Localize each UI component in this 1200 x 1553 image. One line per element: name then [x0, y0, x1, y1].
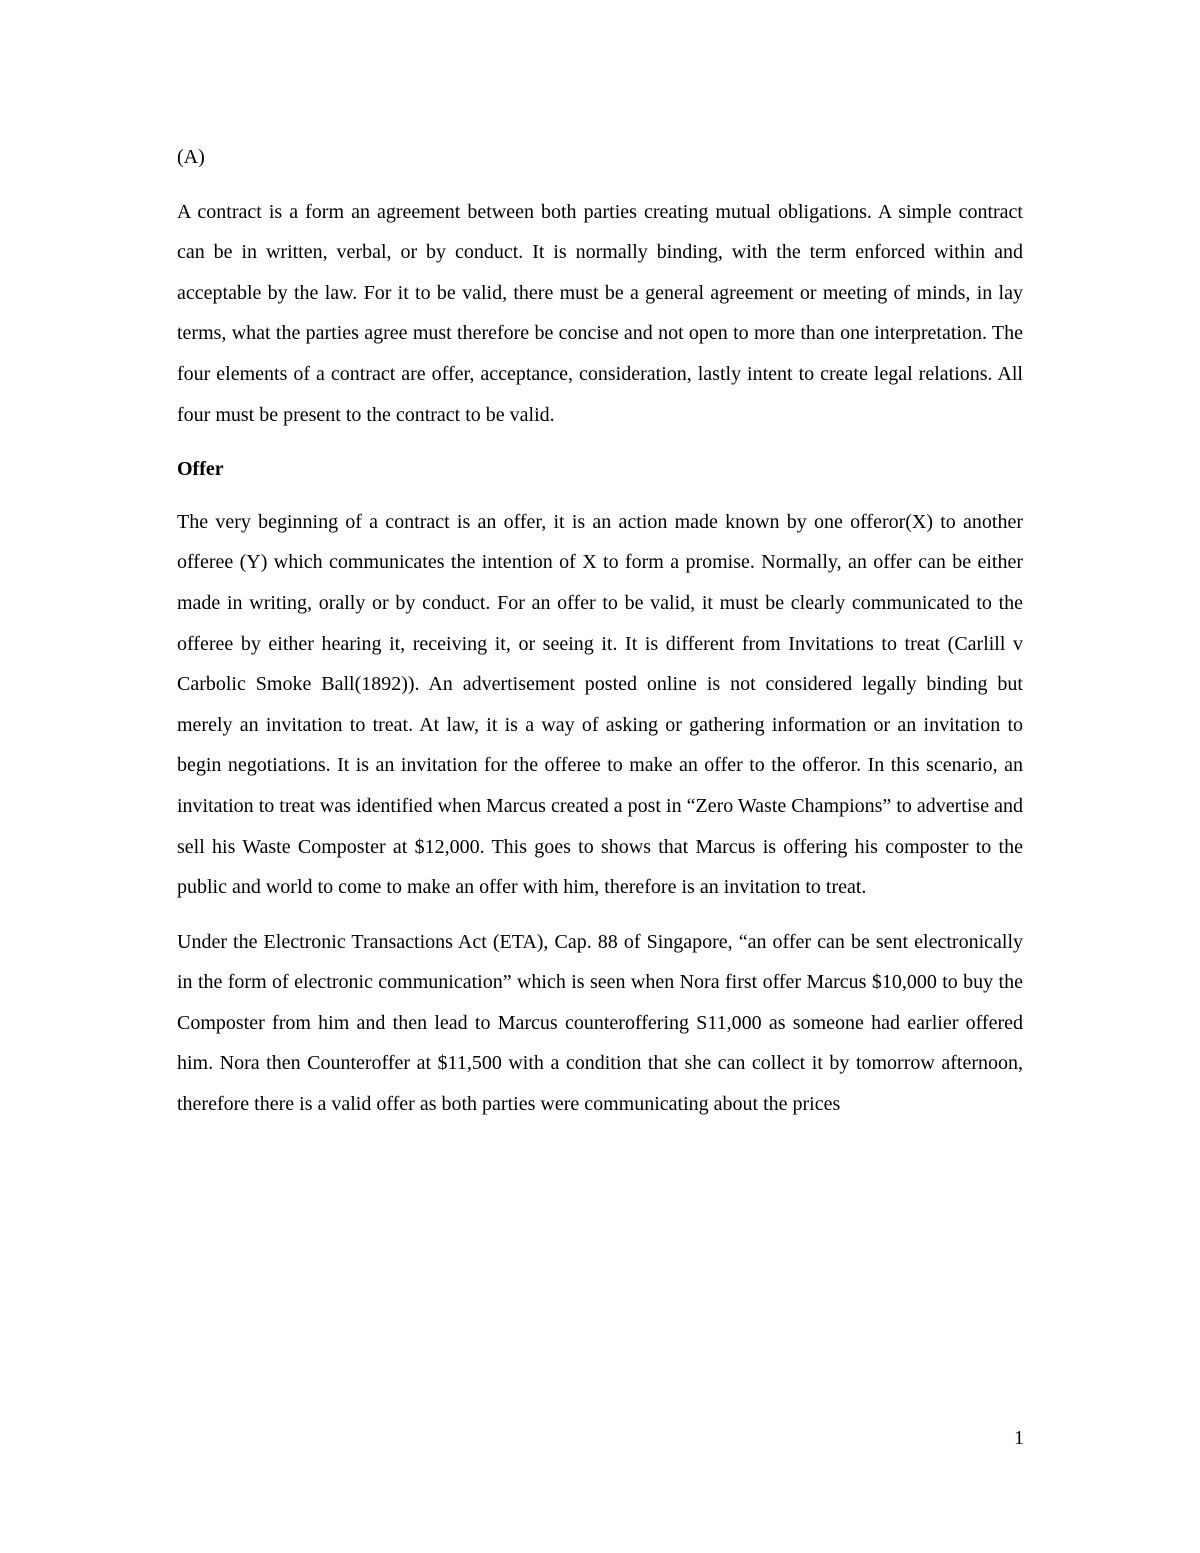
document-body	[177, 137, 1023, 1125]
offer-paragraph-1: The very beginning of a contract is an offer, it is an action made known by one offeror(X) to another offeree (Y) which communicates the intention of X to form a promise. Normally, an offer can be either made in writing, orally or by conduct. For an offer to be valid, it must be clearly communicated to the offeree by either hearing it, receiving it, or seeing it. It is different from Invitations to treat (Carlill v Carbolic Smoke Ball(1892)). An advertisement posted online is not considered legally binding but merely an invitation to treat. At law, it is a way of asking or gathering information or an invitation to begin negotiations. It is an invitation for the offeree to make an offer to the offeror. In this scenario, an invitation to treat was identified when Marcus created a post in “Zero Waste Champions” to advertise and sell his Waste Composter at $12,000. This goes to shows that Marcus is offering his composter to the public and world to come to make an offer with him, therefore is an invitation to treat.	[177, 510, 1023, 899]
page-number: 1	[1014, 1427, 1024, 1449]
offer-paragraph-2: Under the Electronic Transactions Act (ETA), Cap. 88 of Singapore, “an offer can be sent electronically in the form of electronic communication” which is seen when Nora first offer Marcus $10,000 to buy the Composter from him and then lead to Marcus counteroffering S11,000 as someone had earlier offered him. Nora then Counteroffer at $11,500 with a condition that she can collect it by tomorrow afternoon, therefore there is a valid offer as both parties were communicating about the prices	[177, 930, 1023, 1116]
offer-heading: Offer	[177, 458, 224, 481]
section-label: (A)	[177, 146, 205, 168]
intro-paragraph: A contract is a form an agreement between both parties creating mutual obligations. A simple contract can be in written, verbal, or by conduct. It is normally binding, with the term enforced within and acceptable by the law. For it to be valid, there must be a general agreement or meeting of minds, in lay terms, what the parties agree must therefore be concise and not open to more than one interpretation. The four elements of a contract are offer, acceptance, consideration, lastly intent to create legal relations. All four must be present to the contract to be valid.	[177, 200, 1023, 426]
